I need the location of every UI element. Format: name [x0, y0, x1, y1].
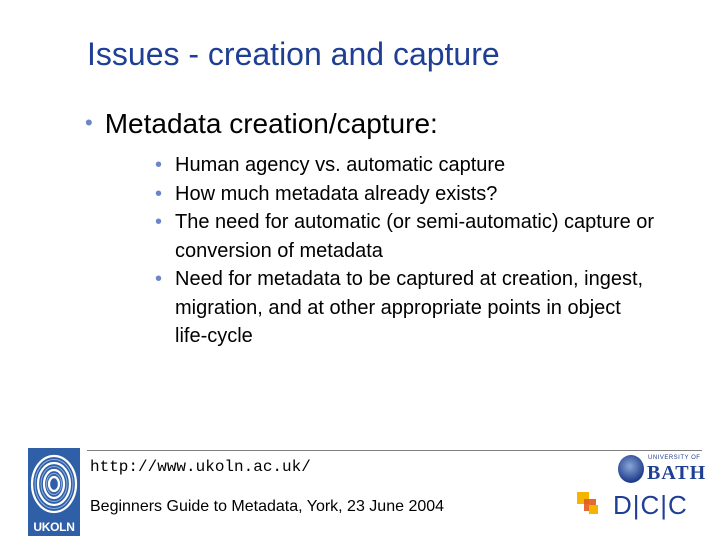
bath-crest-icon — [618, 455, 644, 483]
sub-bullet: • The need for automatic (or semi-automatic) capture or conversion of metadata — [155, 208, 655, 265]
bath-small-text: UNIVERSITY OF — [648, 455, 701, 461]
sub-bullet: • Need for metadata to be captured at creation, ingest, migration, and at other appropriate points in object life-cycle — [155, 265, 655, 351]
footer-url[interactable]: http://www.ukoln.ac.uk/ — [90, 458, 311, 476]
footer-divider — [87, 450, 702, 451]
sub-bullet: • Human agency vs. automatic capture — [155, 151, 655, 180]
dcc-wordmark: D|C|C — [613, 490, 688, 520]
dcc-square-icon — [589, 505, 598, 514]
bath-logo — [618, 453, 707, 487]
main-bullet-text: Metadata creation/capture: — [104, 108, 438, 139]
ukoln-swirl-icon — [28, 448, 80, 520]
bullet-icon: • — [85, 110, 93, 135]
slide-title: Issues - creation and capture — [87, 36, 500, 72]
footer-event: Beginners Guide to Metadata, York, 23 June 2004 — [90, 498, 445, 515]
main-bullet — [85, 108, 438, 140]
dcc-logo — [575, 490, 700, 520]
ukoln-logo — [28, 448, 80, 536]
sub-bullet-list — [155, 151, 655, 351]
ukoln-logo-text: UKOLN — [33, 520, 75, 534]
bath-wordmark: BATH — [647, 462, 707, 484]
sub-bullet: • How much metadata already exists? — [155, 180, 655, 209]
